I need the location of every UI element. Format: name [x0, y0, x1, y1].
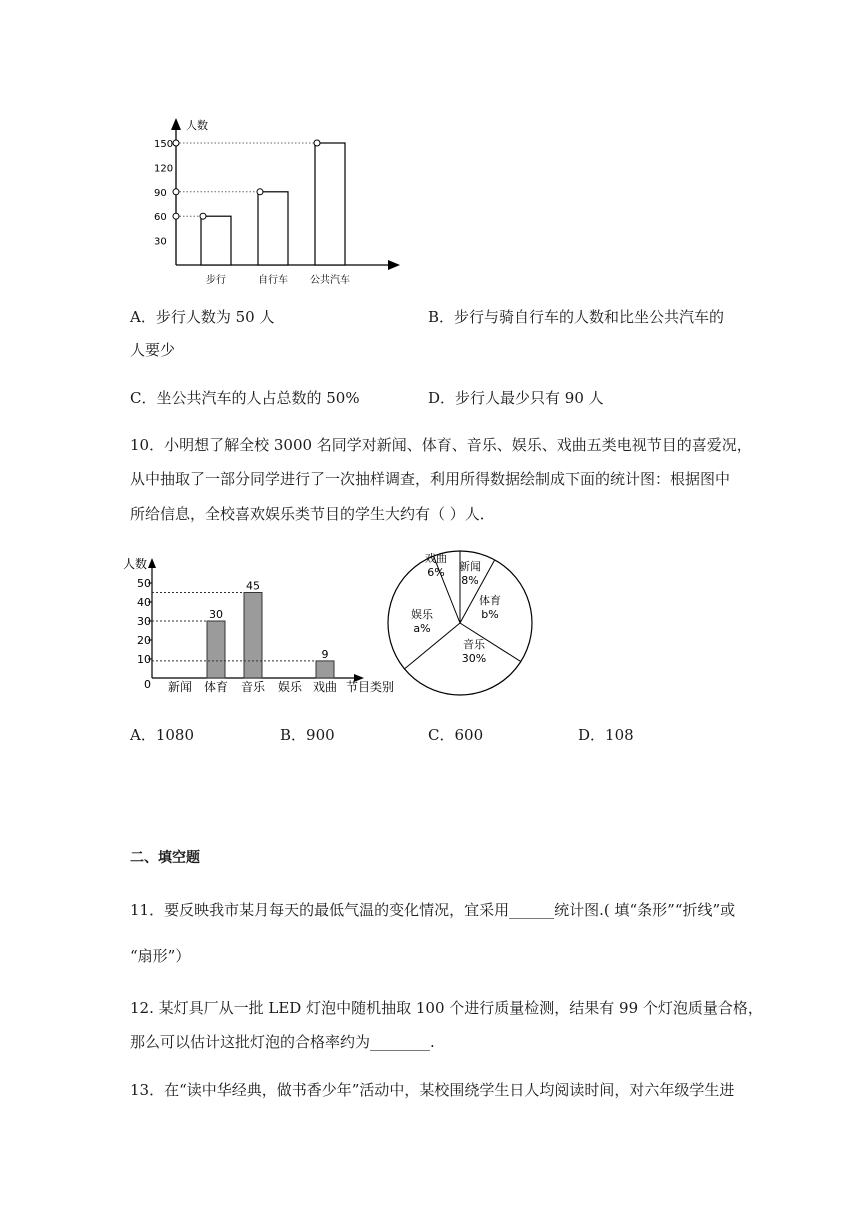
q9-option-b-continuation: 人要少	[130, 341, 176, 359]
chart2-y-ticks	[137, 577, 152, 666]
chart2-category-4: 戏曲	[312, 680, 338, 694]
chart2-bar-1	[207, 621, 225, 678]
transport-bar-chart	[140, 110, 415, 290]
chart1-category-0: 步行	[206, 275, 226, 286]
q11-line1: 11．要反映我市某月每天的最低气温的变化情况，宜采用______统计图.( 填“条形”“折线”或	[130, 901, 736, 919]
chart2-y-tick-40: 40	[137, 596, 151, 609]
q10-option-d[interactable]: D．108	[578, 726, 634, 744]
pie-value-3: a%	[413, 622, 431, 635]
pie-value-1: b%	[481, 608, 499, 621]
chart1-y-axis-label: 人数	[186, 119, 208, 132]
q12-line1: 12. 某灯具厂从一批 LED 灯泡中随机抽取 100 个进行质量检测，结果有 99 个灯泡质量合格，	[130, 999, 763, 1017]
chart2-value-label-2: 45	[246, 579, 260, 593]
q9-option-d[interactable]: D．步行人最少只有 90 人	[428, 389, 604, 407]
q10-stem-line3: 所给信息，全校喜欢娱乐类节目的学生大约有（ ）人．	[130, 505, 495, 523]
program-pie-chart	[380, 545, 545, 705]
pie-value-2: 30%	[461, 652, 487, 665]
chart2-bar-2	[244, 593, 262, 679]
q10-stem-line2: 从中抽取了一部分同学进行了一次抽样调查，利用所得数据绘制成下面的统计图：根据图中	[130, 470, 731, 488]
chart2-y-axis-label: 人数	[123, 557, 148, 571]
chart2-value-label-4: 9	[321, 647, 329, 661]
chart1-bar-1	[258, 192, 288, 265]
chart2-y-tick-50: 50	[137, 577, 151, 590]
chart1-bars	[173, 140, 345, 265]
chart2-value-label-1: 30	[209, 608, 223, 621]
chart1-category-2: 公共汽车	[310, 275, 350, 286]
chart1-bar-0	[201, 216, 231, 265]
pie-value-4: 6%	[427, 566, 445, 579]
chart1-bar-marker-1	[257, 189, 263, 195]
chart1-y-tick-30: 30	[154, 236, 167, 248]
q10-option-b[interactable]: B．900	[280, 726, 335, 744]
chart2-bar-4	[316, 661, 334, 678]
pie-label-3: 娱乐	[411, 608, 433, 621]
chart1-y-tick-120: 120	[154, 163, 174, 175]
chart1-axis-marker-2	[173, 140, 179, 146]
chart2-category-3: 娱乐	[277, 680, 303, 694]
chart1-axis-marker-0	[173, 213, 179, 219]
chart2-zero-label: 0	[144, 678, 151, 691]
chart1-bar-marker-0	[200, 213, 206, 219]
q11-line2: “扇形”）	[130, 947, 191, 965]
chart2-y-tick-10: 10	[137, 653, 151, 666]
chart2-x-axis-label: 节目类别	[346, 680, 395, 694]
program-bar-chart	[120, 550, 410, 700]
chart2-category-2: 音乐	[240, 680, 266, 694]
chart2-y-tick-30: 30	[137, 615, 151, 628]
pie-label-0: 新闻	[459, 560, 481, 573]
chart1-axis-marker-1	[173, 189, 179, 195]
chart2-category-0: 新闻	[167, 680, 193, 694]
pie-label-4: 戏曲	[425, 552, 447, 565]
chart1-y-tick-90: 90	[154, 187, 167, 199]
chart1-categories	[206, 273, 350, 286]
chart1-category-1: 自行车	[258, 275, 288, 286]
q9-option-a[interactable]: A．步行人数为 50 人	[130, 308, 275, 326]
chart2-y-tick-20: 20	[137, 634, 151, 647]
q12-line2: 那么可以估计这批灯泡的合格率约为________.	[130, 1033, 435, 1051]
pie-label-2: 音乐	[463, 638, 485, 651]
section-title-fill-in-blanks: 二、填空题	[130, 850, 200, 866]
chart2-bars	[152, 580, 334, 679]
q13-line1: 13．在“读中华经典，做书香少年”活动中，某校围绕学生日人均阅读时间，对六年级学生进	[130, 1081, 735, 1099]
chart1-bar-2	[315, 143, 345, 265]
pie-label-1: 体育	[479, 594, 501, 607]
q10-stem-line1: 10．小明想了解全校 3000 名同学对新闻、体育、音乐、娱乐、戏曲五类电视节目的喜爱况，	[130, 436, 752, 454]
chart1-bar-marker-2	[314, 140, 320, 146]
q10-option-a[interactable]: A．1080	[130, 726, 195, 744]
chart1-y-ticks	[154, 139, 173, 248]
chart1-y-tick-60: 60	[154, 212, 167, 224]
chart2-category-1: 体育	[203, 680, 229, 694]
chart2-categories	[168, 679, 337, 694]
q10-option-c[interactable]: C．600	[428, 726, 484, 744]
q9-option-c[interactable]: C．坐公共汽车的人占总数的 50%	[130, 389, 360, 407]
chart1-y-tick-150: 150	[154, 139, 174, 150]
pie-value-0: 8%	[461, 574, 479, 587]
q9-option-b[interactable]: B．步行与骑自行车的人数和比坐公共汽车的	[428, 308, 725, 326]
